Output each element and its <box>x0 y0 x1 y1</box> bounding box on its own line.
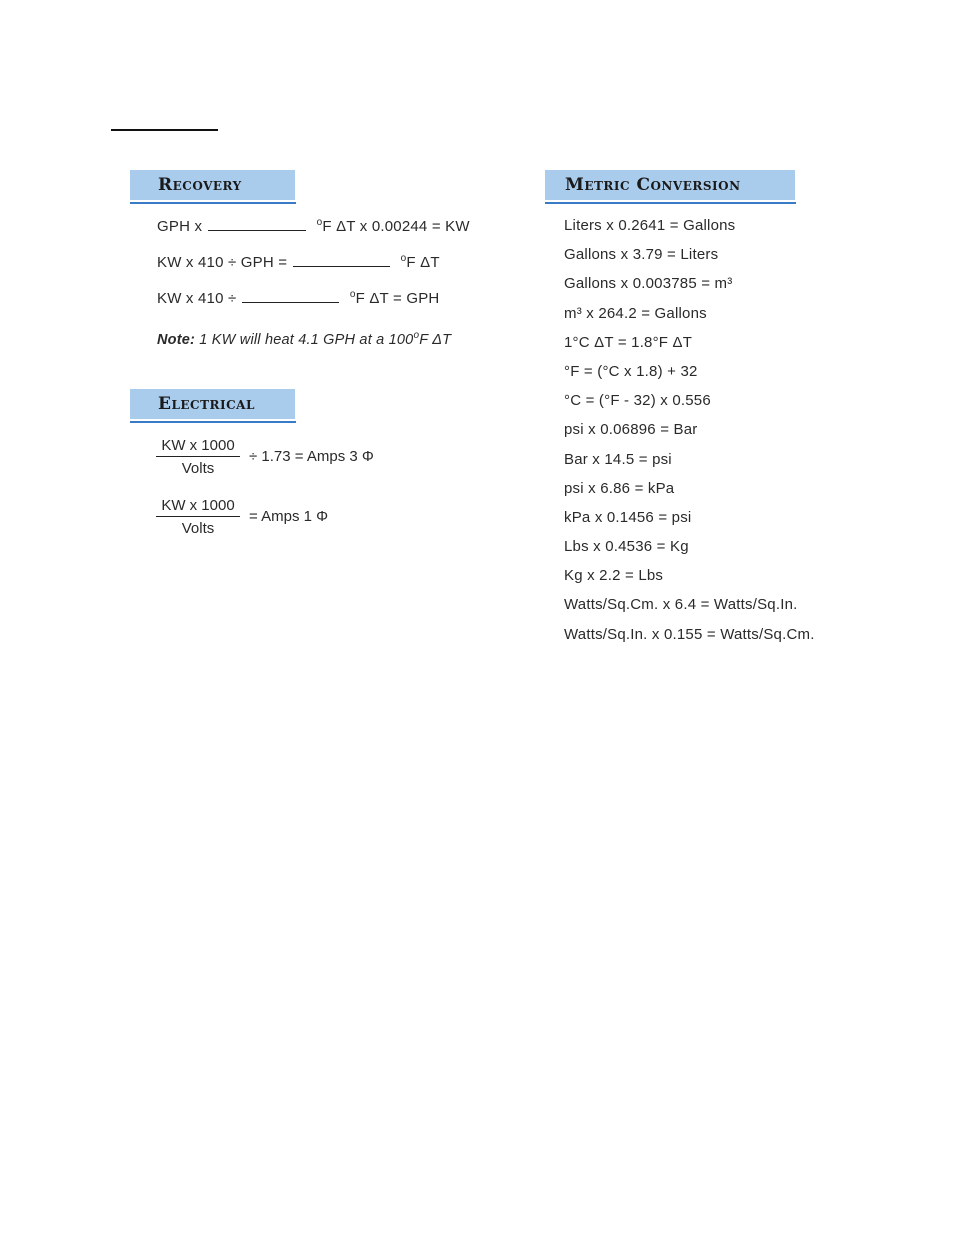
eq1-left: GPH x <box>157 218 203 235</box>
fraction-1-denominator: Volts <box>181 460 215 477</box>
electrical-header: Electrical <box>130 389 295 419</box>
electrical-underline <box>130 421 296 423</box>
metric-underline <box>545 202 796 204</box>
electrical-fraction-2 <box>156 497 240 537</box>
recovery-header: Recovery <box>130 170 295 200</box>
list-item: Bar x 14.5 = psi <box>564 450 672 468</box>
list-item: °F = (°C x 1.8) + 32 <box>564 362 698 380</box>
list-item: Watts/Sq.Cm. x 6.4 = Watts/Sq.In. <box>564 596 798 614</box>
list-item: °C = (°F - 32) x 0.556 <box>564 392 711 410</box>
metric-conversion-list <box>564 214 815 652</box>
electrical-fraction-2-result: = Amps 1 Φ <box>249 508 329 525</box>
electrical-fraction-1-result: ÷ 1.73 = Amps 3 Φ <box>249 448 374 465</box>
list-item: Gallons x 3.79 = Liters <box>564 246 719 264</box>
recovery-underline <box>130 202 296 204</box>
electrical-fraction-1 <box>156 437 240 477</box>
eq2-blank <box>293 258 390 267</box>
eq1-blank <box>208 222 306 231</box>
fraction-2-numerator: KW x 1000 <box>156 497 240 517</box>
top-rule <box>111 129 218 131</box>
recovery-equation-2: KW x 410 ÷ GPH = $^o$F ΔT <box>157 253 440 271</box>
recovery-equation-1: GPH x $^o$F ΔT x 0.00244 = KW <box>157 217 470 235</box>
eq3-left: KW x 410 ÷ <box>157 290 237 307</box>
fraction-2-denominator: Volts <box>181 520 215 537</box>
note-label: Note: <box>157 332 196 348</box>
list-item: Lbs x 0.4536 = Kg <box>564 538 689 556</box>
eq3-blank <box>242 294 339 303</box>
list-item: kPa x 0.1456 = psi <box>564 508 692 526</box>
metric-header: Metric Conversion <box>545 170 795 200</box>
list-item: Kg x 2.2 = Lbs <box>564 567 664 585</box>
list-item: 1°C ΔT = 1.8°F ΔT <box>564 333 693 351</box>
list-item: m³ x 264.2 = Gallons <box>564 304 707 322</box>
eq3-right: ΔT = GPH <box>369 290 440 307</box>
list-item: Watts/Sq.In. x 0.155 = Watts/Sq.Cm. <box>564 625 815 643</box>
recovery-note: Note: 1 KW will heat 4.1 GPH at a 100$^o$F ΔT <box>157 330 452 348</box>
fraction-1-numerator: KW x 1000 <box>156 437 240 457</box>
eq1-right: ΔT x 0.00244 = KW <box>336 218 470 235</box>
list-item: psi x 0.06896 = Bar <box>564 421 698 439</box>
eq2-right: ΔT <box>420 254 440 271</box>
list-item: Gallons x 0.003785 = m³ <box>564 275 733 293</box>
list-item: psi x 6.86 = kPa <box>564 479 675 497</box>
list-item: Liters x 0.2641 = Gallons <box>564 217 736 234</box>
eq2-left: KW x 410 ÷ GPH = <box>157 254 288 271</box>
recovery-equation-3: KW x 410 ÷ $^o$F ΔT = GPH <box>157 289 440 307</box>
